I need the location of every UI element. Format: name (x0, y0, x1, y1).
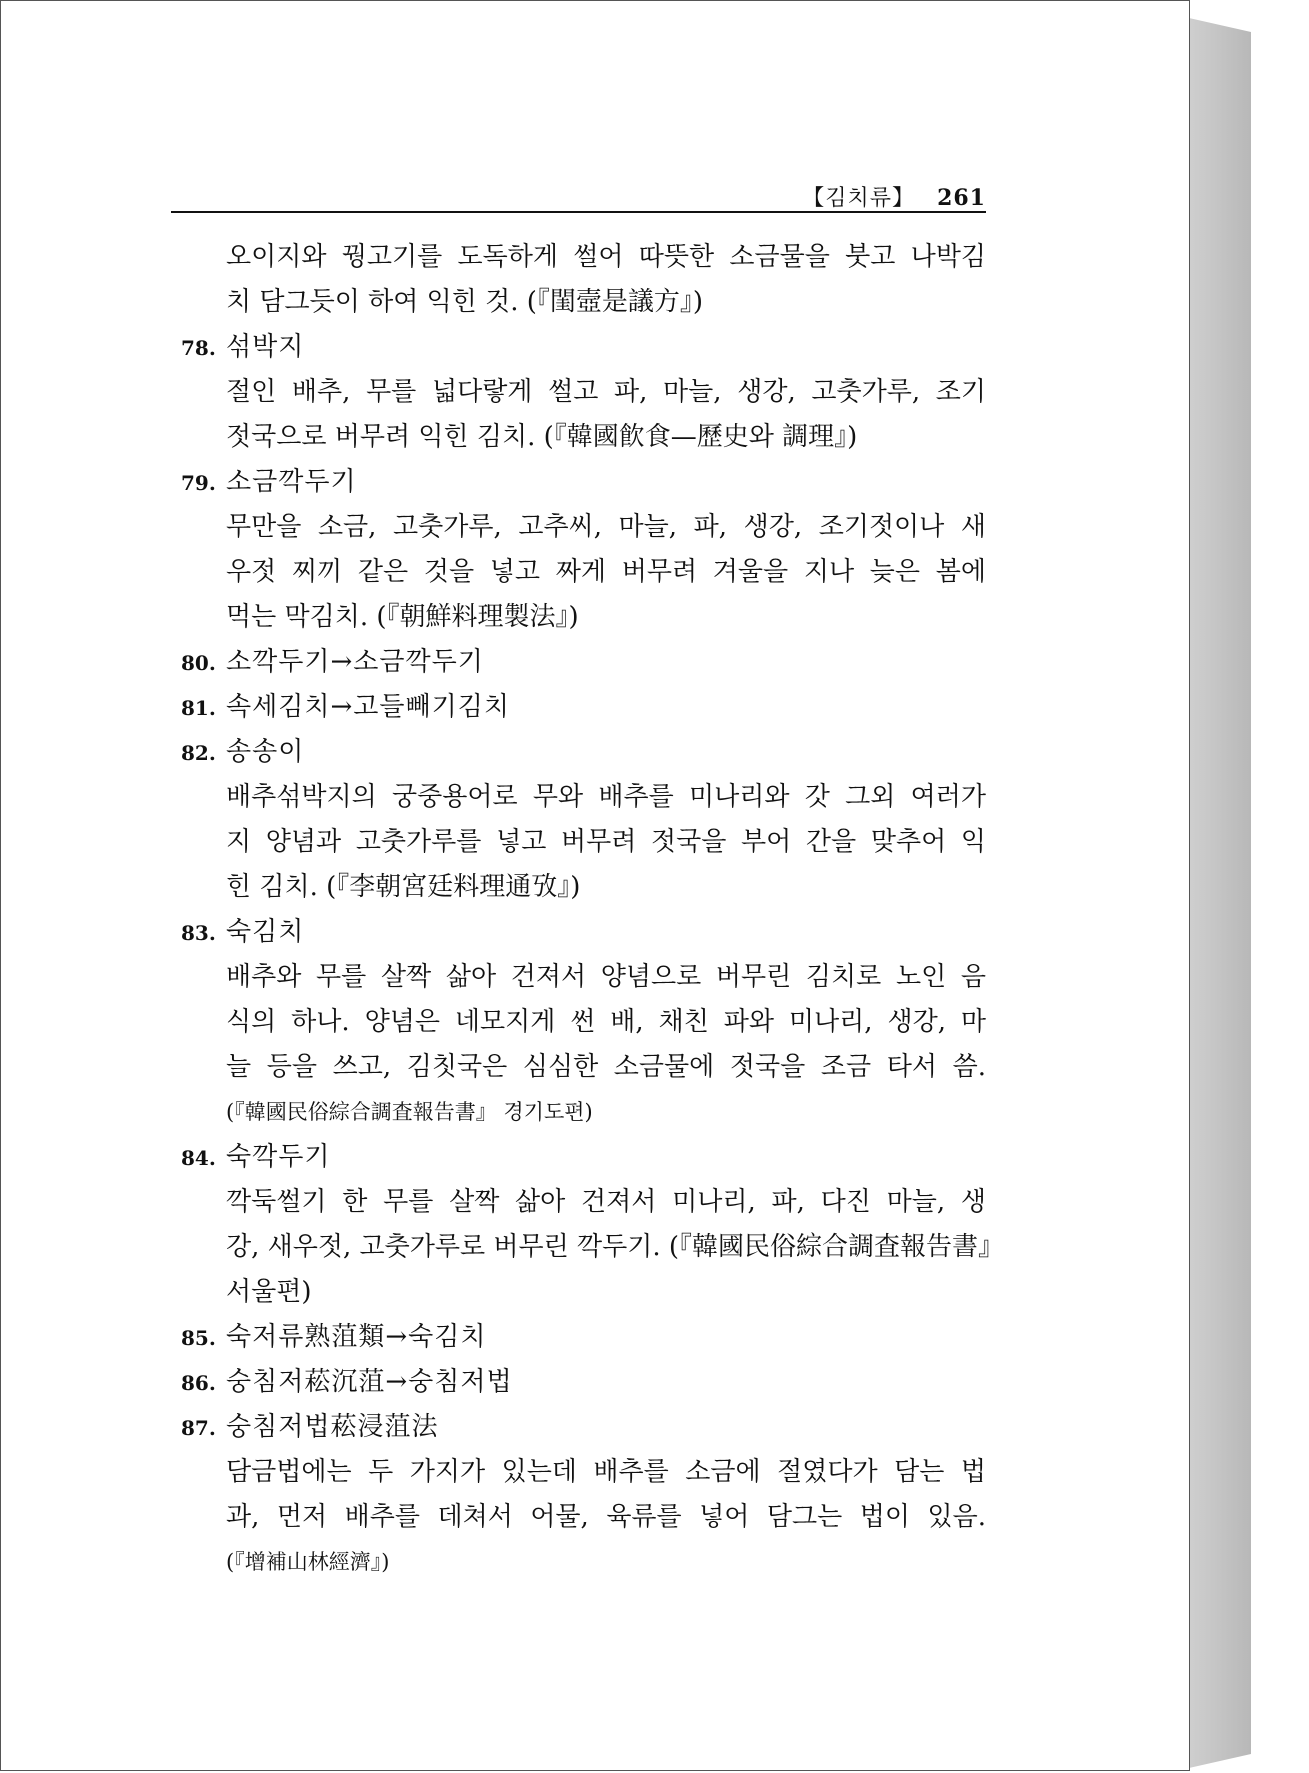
glossary-entry (181, 460, 986, 640)
body-line: 먹는 막김치. (『朝鮮料理製法』) (226, 602, 579, 632)
body-line: 젓국으로 버무려 익힌 김치. (『韓國飮食—歷史와 調理』) (226, 422, 858, 452)
entry-term: 숭침저菘沉菹→숭침저법 (226, 1367, 513, 1397)
body-line: 우젓 찌끼 같은 것을 넣고 짜게 버무려 겨울을 지나 늦은 봄에 (226, 557, 986, 587)
entry-heading (181, 1135, 986, 1180)
body-line: (『韓國民俗綜合調査報告書』 경기도편) (226, 1100, 593, 1124)
entry-number: 78. (181, 336, 216, 360)
entry-term: 숭침저법菘浸菹法 (226, 1412, 439, 1442)
running-header (171, 181, 986, 213)
glossary-entry (181, 325, 986, 460)
entry-body (181, 955, 986, 1135)
entry-term: 섞박지 (226, 332, 305, 362)
entry-number: 87. (181, 1416, 216, 1440)
page-edge (1189, 18, 1251, 1768)
body-line: 과, 먼저 배추를 데쳐서 어물, 육류를 넣어 담그는 법이 있음. (226, 1502, 986, 1532)
glossary-entry (181, 730, 986, 910)
entry-body (181, 775, 986, 910)
glossary-content (181, 235, 1005, 1585)
entry-body (181, 235, 986, 325)
body-line: (『增補山林經濟』) (226, 1550, 390, 1574)
body-line: 식의 하나. 양념은 네모지게 썬 배, 채친 파와 미나리, 생강, 마 (226, 1007, 986, 1037)
entry-heading (181, 460, 986, 505)
section-title: 【김치류】 (802, 186, 916, 211)
glossary-cross-reference (181, 685, 986, 730)
body-line: 배추섞박지의 궁중용어로 무와 배추를 미나리와 갓 그외 여러가 (226, 782, 986, 812)
body-line: 힌 김치. (『李朝宮廷料理通攷』) (226, 872, 581, 902)
glossary-cross-reference (181, 1360, 986, 1405)
glossary-entry (181, 1405, 986, 1585)
entry-number: 84. (181, 1146, 216, 1170)
entry-number: 80. (181, 651, 216, 675)
entry-continuation (181, 235, 986, 325)
entry-term: 숙김치 (226, 917, 305, 947)
entry-number: 82. (181, 741, 216, 765)
body-line: 치 담그듯이 하여 익힌 것. (『閨壼是議方』) (226, 287, 704, 317)
body-line: 깍둑썰기 한 무를 살짝 삶아 건져서 미나리, 파, 다진 마늘, 생 (226, 1187, 986, 1217)
body-line: 절인 배추, 무를 넓다랗게 썰고 파, 마늘, 생강, 고춧가루, 조기 (226, 377, 986, 407)
entry-body (181, 1180, 1005, 1315)
entry-term: 속세김치→고들빼기김치 (226, 692, 510, 722)
body-line: 강, 새우젓, 고춧가루로 버무린 깍두기. (『韓國民俗綜合調査報告書』 (226, 1232, 1005, 1262)
body-line: 지 양념과 고춧가루를 넣고 버무려 젓국을 부어 간을 맞추어 익 (226, 827, 986, 857)
body-line: 서울편) (226, 1277, 312, 1307)
glossary-entry (181, 910, 986, 1135)
entry-term: 소깍두기→소금깍두기 (226, 647, 484, 677)
body-line: 배추와 무를 살짝 삶아 건져서 양념으로 버무린 김치로 노인 음 (226, 962, 986, 992)
entry-heading (181, 1405, 986, 1450)
entry-heading (181, 325, 986, 370)
entry-number: 79. (181, 471, 216, 495)
entry-number: 86. (181, 1371, 216, 1395)
entry-heading (181, 910, 986, 955)
body-line: 무만을 소금, 고춧가루, 고추씨, 마늘, 파, 생강, 조기젓이나 새 (226, 512, 986, 542)
entry-body (181, 505, 986, 640)
glossary-entry (181, 1135, 1005, 1315)
entry-number: 81. (181, 696, 216, 720)
entry-heading (181, 730, 986, 775)
entry-term: 소금깍두기 (226, 467, 357, 497)
page-number: 261 (937, 185, 986, 211)
body-line: 오이지와 꿩고기를 도독하게 썰어 따뜻한 소금물을 붓고 나박김 (226, 242, 986, 272)
entry-number: 83. (181, 921, 216, 945)
glossary-cross-reference (181, 1315, 986, 1360)
entry-body (181, 1450, 986, 1585)
body-line: 담금법에는 두 가지가 있는데 배추를 소금에 절였다가 담는 법 (226, 1457, 986, 1487)
entry-number: 85. (181, 1326, 216, 1350)
entry-term: 숙깍두기 (226, 1142, 331, 1172)
body-line: 늘 등을 쓰고, 김칫국은 심심한 소금물에 젓국을 조금 타서 씀. (226, 1052, 986, 1082)
glossary-cross-reference (181, 640, 986, 685)
entry-term: 송송이 (226, 737, 305, 767)
entry-term: 숙저류熟菹類→숙김치 (226, 1322, 487, 1352)
entry-body (181, 370, 986, 460)
